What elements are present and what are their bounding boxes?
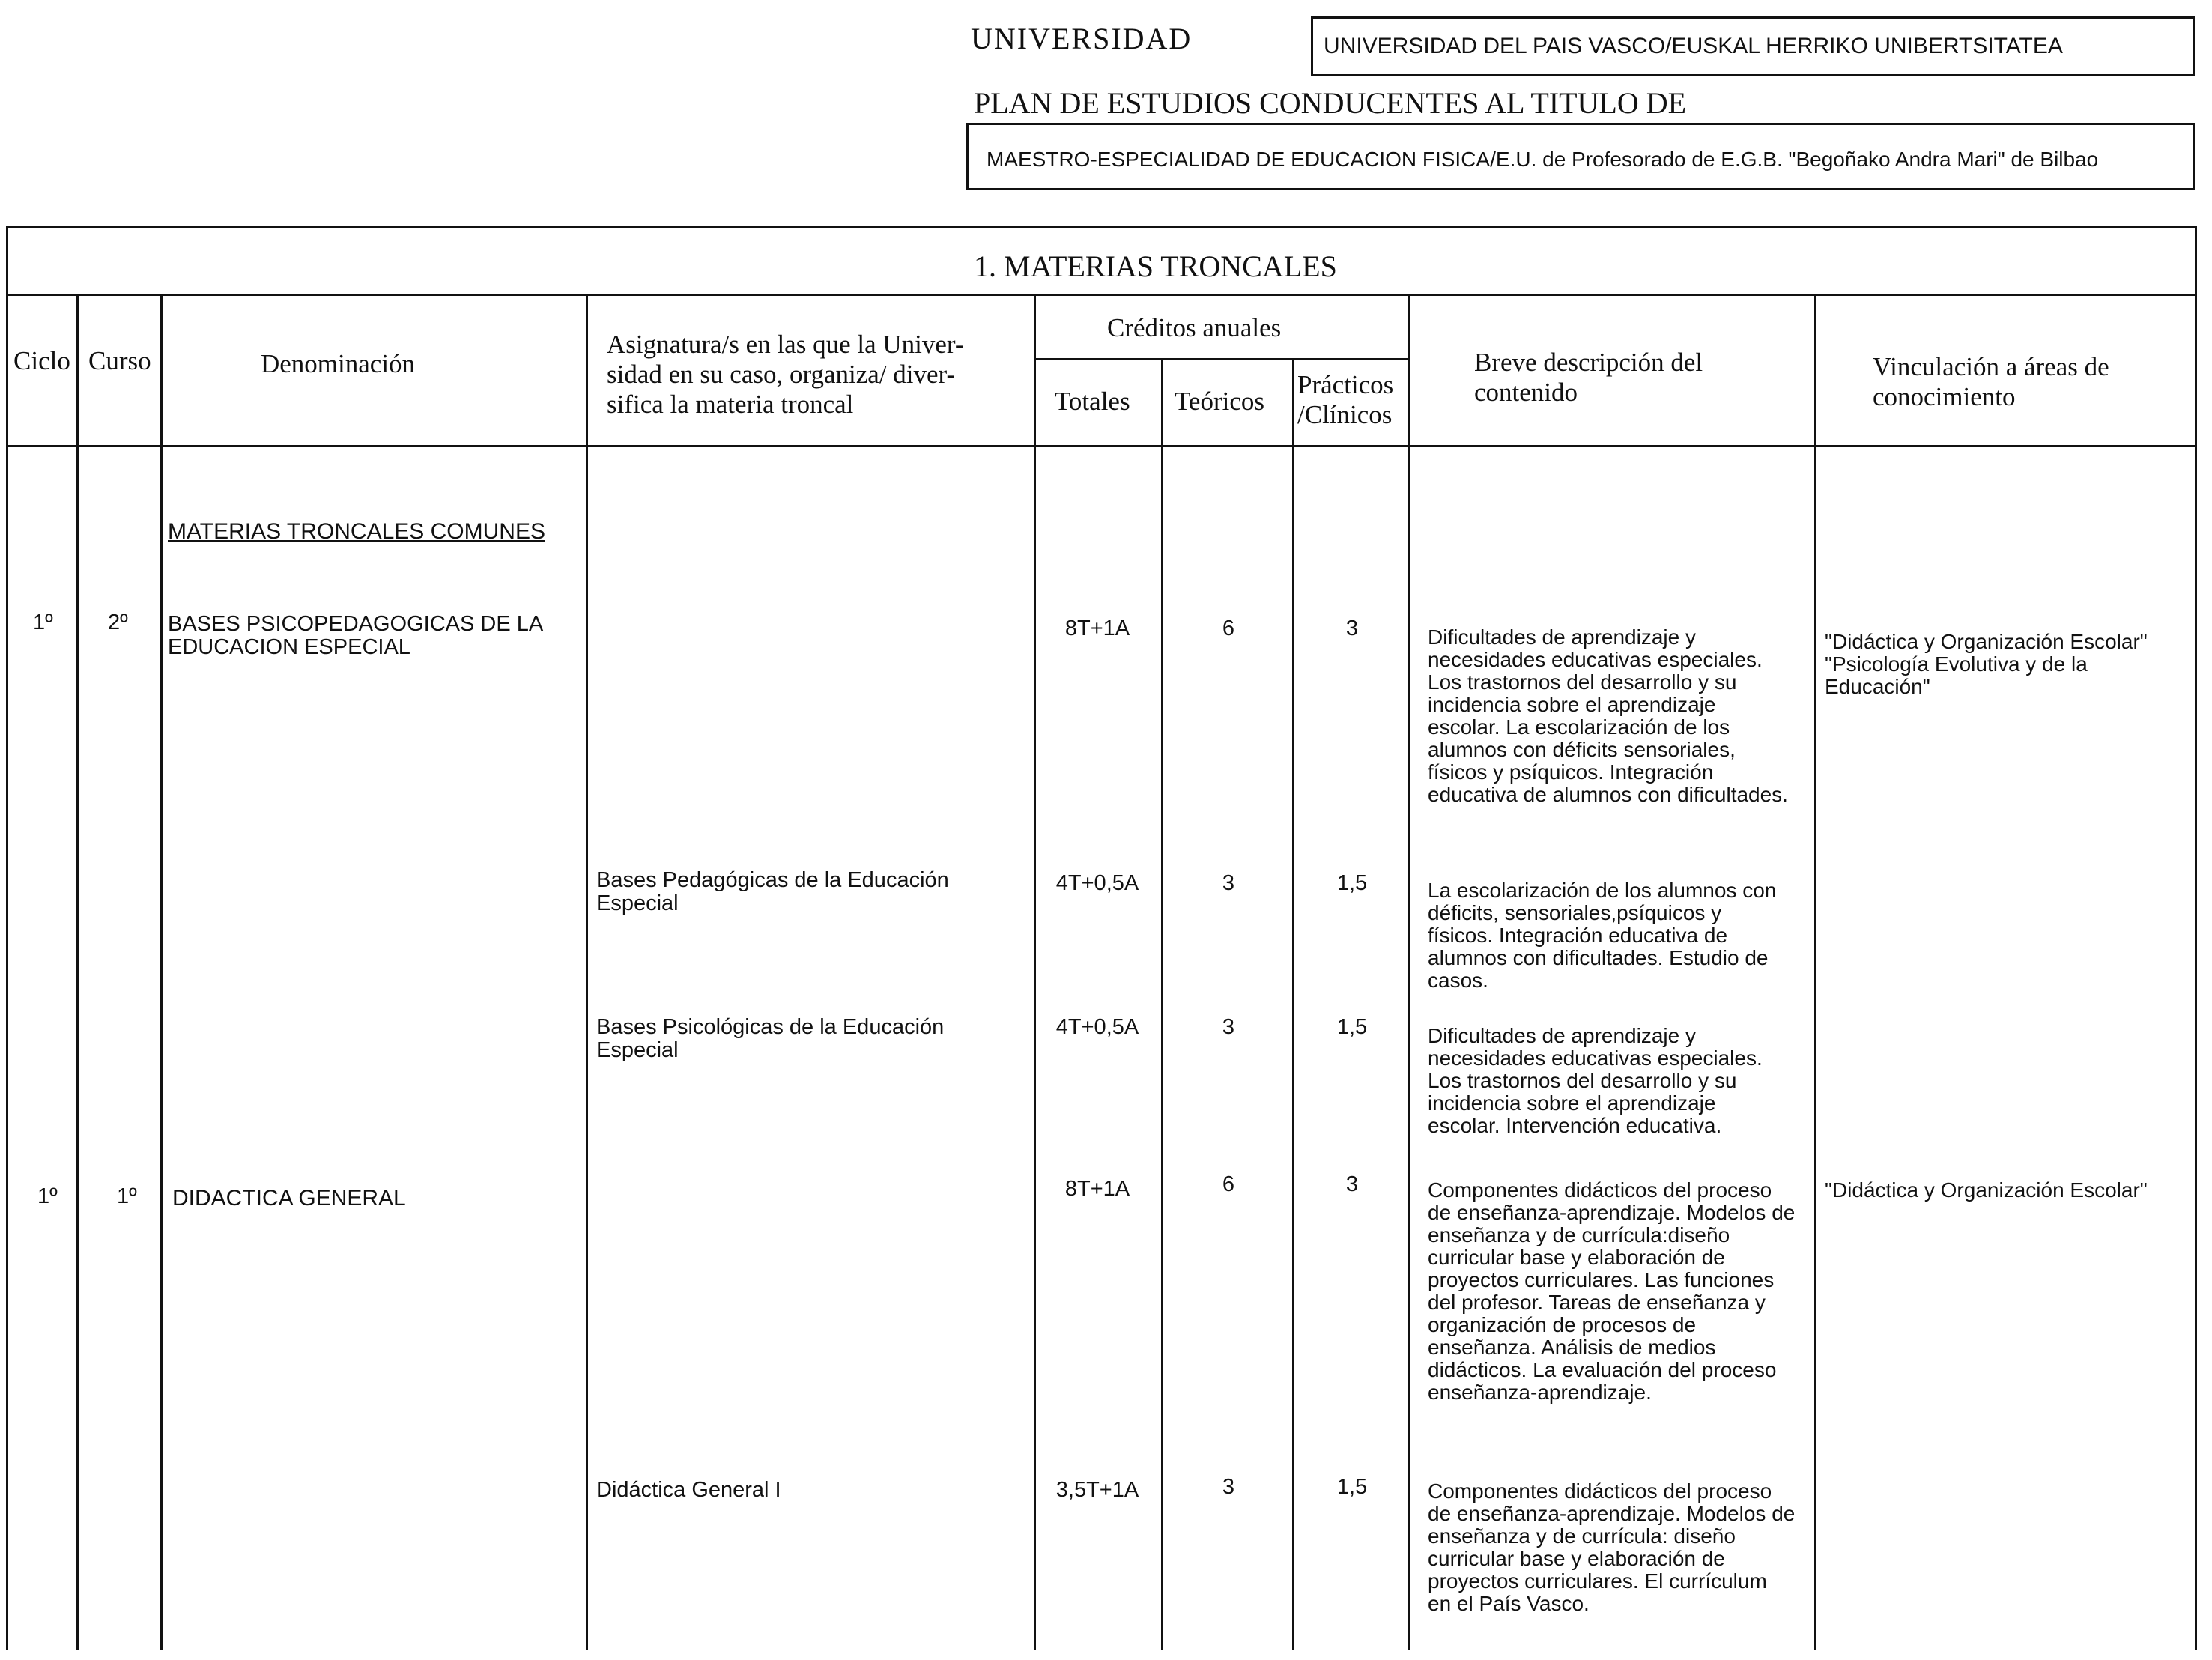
descripcion-line: Los trastornos del desarrollo y su: [1428, 670, 1737, 694]
row-teoricos: 6: [1222, 1172, 1235, 1196]
denominacion-line: BASES PSICOPEDAGOGICAS DE LA: [168, 612, 544, 636]
asignatura-line: Bases Pedagógicas de la Educación: [596, 868, 949, 892]
row-denominacion: [168, 613, 543, 659]
descripcion-line: proyectos curriculares. Las funciones: [1428, 1268, 1775, 1291]
descripcion-line: Dificultades de aprendizaje y: [1428, 1024, 1696, 1047]
descripcion-line: necesidades educativas especiales.: [1428, 648, 1763, 671]
row-descripcion: [1428, 626, 1817, 806]
descripcion-line: Los trastornos del desarrollo y su: [1428, 1069, 1737, 1092]
descripcion-line: curricular base y elaboración de: [1428, 1547, 1725, 1570]
section-heading: MATERIAS TRONCALES COMUNES: [168, 519, 545, 544]
asignatura-line: Especial: [596, 891, 679, 915]
asignatura-line: Especial: [596, 1038, 679, 1062]
row-teoricos: 3: [1222, 1015, 1235, 1039]
descripcion-line: educativa de alumnos con dificultades.: [1428, 783, 1788, 806]
table-frame: [6, 226, 2197, 1650]
col-line-1: [76, 294, 79, 1650]
descripcion-line: de enseñanza-aprendizaje. Modelos de: [1428, 1201, 1796, 1224]
col-header-asignatura-line: sifica la materia troncal: [607, 390, 854, 419]
universidad-box: [1311, 16, 2195, 76]
plan-label: PLAN DE ESTUDIOS CONDUCENTES AL TITULO DE: [974, 86, 1687, 120]
descripcion-line: enseñanza y de currícula: diseño: [1428, 1524, 1736, 1548]
descripcion-line: físicos. Integración educativa de: [1428, 924, 1728, 947]
row-asignatura: [596, 1016, 944, 1062]
col-header-vinculacion-line: Vinculación a áreas de: [1873, 352, 2109, 381]
col-header-vinculacion-line: conocimiento: [1873, 382, 2016, 411]
row-practicos: 3: [1345, 617, 1359, 640]
descripcion-line: enseñanza-aprendizaje.: [1428, 1381, 1652, 1404]
row-curso: 2º: [108, 611, 128, 634]
row-asignatura: [596, 1479, 781, 1502]
descripcion-line: proyectos curriculares. El currículum: [1428, 1569, 1767, 1593]
row-asignatura: [596, 869, 949, 915]
row-practicos: 1,5: [1336, 1475, 1368, 1499]
descripcion-line: escolar. La escolarización de los: [1428, 715, 1730, 739]
col-header-descripcion-line: Breve descripción del: [1474, 348, 1703, 377]
header-divider: [6, 445, 2197, 447]
row-teoricos: 6: [1222, 617, 1235, 640]
col-header-creditos: Créditos anuales: [1107, 313, 1282, 342]
descripcion-line: físicos y psíquicos. Integración: [1428, 760, 1714, 784]
col-header-curso: Curso: [88, 346, 151, 375]
descripcion-line: del profesor. Tareas de enseñanza y: [1428, 1291, 1766, 1314]
col-header-teoricos: Teóricos: [1175, 387, 1265, 416]
col-header-practicos-line: /Clínicos: [1297, 400, 1393, 429]
row-totales: 4T+0,5A: [1055, 871, 1139, 895]
row-descripcion: [1428, 879, 1817, 992]
col-header-ciclo: Ciclo: [13, 346, 70, 375]
row-descripcion: [1428, 1179, 1817, 1404]
vinculacion-line: "Didáctica y Organización Escolar": [1825, 630, 2148, 653]
col-header-practicos-line: Prácticos: [1297, 370, 1394, 399]
col-header-descripcion-line: contenido: [1474, 378, 1578, 407]
col-header-asignatura: [607, 330, 964, 419]
descripcion-line: Componentes didácticos del proceso: [1428, 1178, 1772, 1202]
row-totales: 8T+1A: [1064, 617, 1130, 640]
row-vinculacion: [1825, 631, 2177, 698]
col-line-2: [160, 294, 163, 1650]
row-practicos: 1,5: [1336, 1015, 1368, 1039]
row-totales: 8T+1A: [1064, 1177, 1130, 1201]
row-ciclo: 1º: [37, 1184, 58, 1208]
descripcion-line: didácticos. La evaluación del proceso: [1428, 1358, 1777, 1381]
row-descripcion: [1428, 1480, 1817, 1615]
descripcion-line: Componentes didácticos del proceso: [1428, 1479, 1772, 1503]
descripcion-line: de enseñanza-aprendizaje. Modelos de: [1428, 1502, 1796, 1525]
asignatura-line: Bases Psicológicas de la Educación: [596, 1015, 945, 1039]
col-line-6: [1292, 358, 1294, 1650]
descripcion-line: casos.: [1428, 969, 1488, 992]
row-vinculacion: [1825, 1179, 2177, 1202]
col-header-descripcion: [1474, 348, 1703, 408]
row-totales: 4T+0,5A: [1055, 1015, 1139, 1039]
denominacion-line: EDUCACION ESPECIAL: [168, 635, 410, 659]
col-header-denominacion: Denominación: [261, 349, 416, 378]
col-line-7: [1408, 294, 1410, 1650]
descripcion-line: alumnos con dificultades. Estudio de: [1428, 946, 1769, 969]
vinculacion-line: Educación": [1825, 675, 1930, 698]
descripcion-line: enseñanza y de currícula:diseño: [1428, 1223, 1730, 1246]
descripcion-line: escolar. Intervención educativa.: [1428, 1114, 1722, 1137]
col-line-4: [1034, 294, 1036, 1650]
row-curso: 1º: [117, 1184, 137, 1208]
denominacion-line: DIDACTICA GENERAL: [172, 1186, 406, 1211]
descripcion-line: La escolarización de los alumnos con: [1428, 879, 1777, 902]
col-header-practicos: [1297, 370, 1393, 430]
col-header-vinculacion: [1873, 352, 2109, 412]
row-teoricos: 3: [1222, 871, 1235, 895]
descripcion-line: déficits, sensoriales,psíquicos y: [1428, 901, 1722, 924]
table-title: 1. MATERIAS TRONCALES: [974, 249, 1337, 283]
descripcion-line: incidencia sobre el aprendizaje: [1428, 1091, 1716, 1115]
col-header-asignatura-line: sidad en su caso, organiza/ diver-: [607, 360, 956, 389]
col-header-asignatura-line: Asignatura/s en las que la Univer-: [607, 330, 964, 359]
descripcion-line: enseñanza. Análisis de medios: [1428, 1336, 1716, 1359]
descripcion-line: alumnos con déficits sensoriales,: [1428, 738, 1736, 761]
asignatura-line: Didáctica General I: [596, 1478, 781, 1502]
row-ciclo: 1º: [33, 611, 53, 634]
col-line-5: [1161, 358, 1163, 1650]
vinculacion-line: "Psicología Evolutiva y de la: [1825, 652, 2088, 676]
row-teoricos: 3: [1222, 1475, 1235, 1499]
creditos-divider: [1035, 358, 1410, 360]
descripcion-line: necesidades educativas especiales.: [1428, 1046, 1763, 1070]
descripcion-line: en el País Vasco.: [1428, 1592, 1590, 1615]
titulo-value: MAESTRO-ESPECIALIDAD DE EDUCACION FISICA/E.U. de Profesorado de E.G.B. "Begoñako Andra Mari" de Bilbao: [987, 148, 2099, 171]
row-denominacion: [172, 1187, 406, 1210]
descripcion-line: Dificultades de aprendizaje y: [1428, 625, 1696, 649]
row-practicos: 1,5: [1336, 871, 1368, 895]
col-header-totales: Totales: [1055, 387, 1130, 416]
row-descripcion: [1428, 1025, 1817, 1137]
universidad-value: UNIVERSIDAD DEL PAIS VASCO/EUSKAL HERRIKO UNIBERTSITATEA: [1324, 34, 2063, 58]
titulo-box: [966, 123, 2195, 190]
row-practicos: 3: [1345, 1172, 1359, 1196]
descripcion-line: curricular base y elaboración de: [1428, 1246, 1725, 1269]
title-divider: [6, 294, 2197, 296]
vinculacion-line: "Didáctica y Organización Escolar": [1825, 1178, 2148, 1202]
universidad-label: UNIVERSIDAD: [971, 22, 1193, 55]
descripcion-line: incidencia sobre el aprendizaje: [1428, 693, 1716, 716]
row-totales: 3,5T+1A: [1055, 1478, 1139, 1502]
col-line-3: [586, 294, 588, 1650]
descripcion-line: organización de procesos de: [1428, 1313, 1697, 1336]
